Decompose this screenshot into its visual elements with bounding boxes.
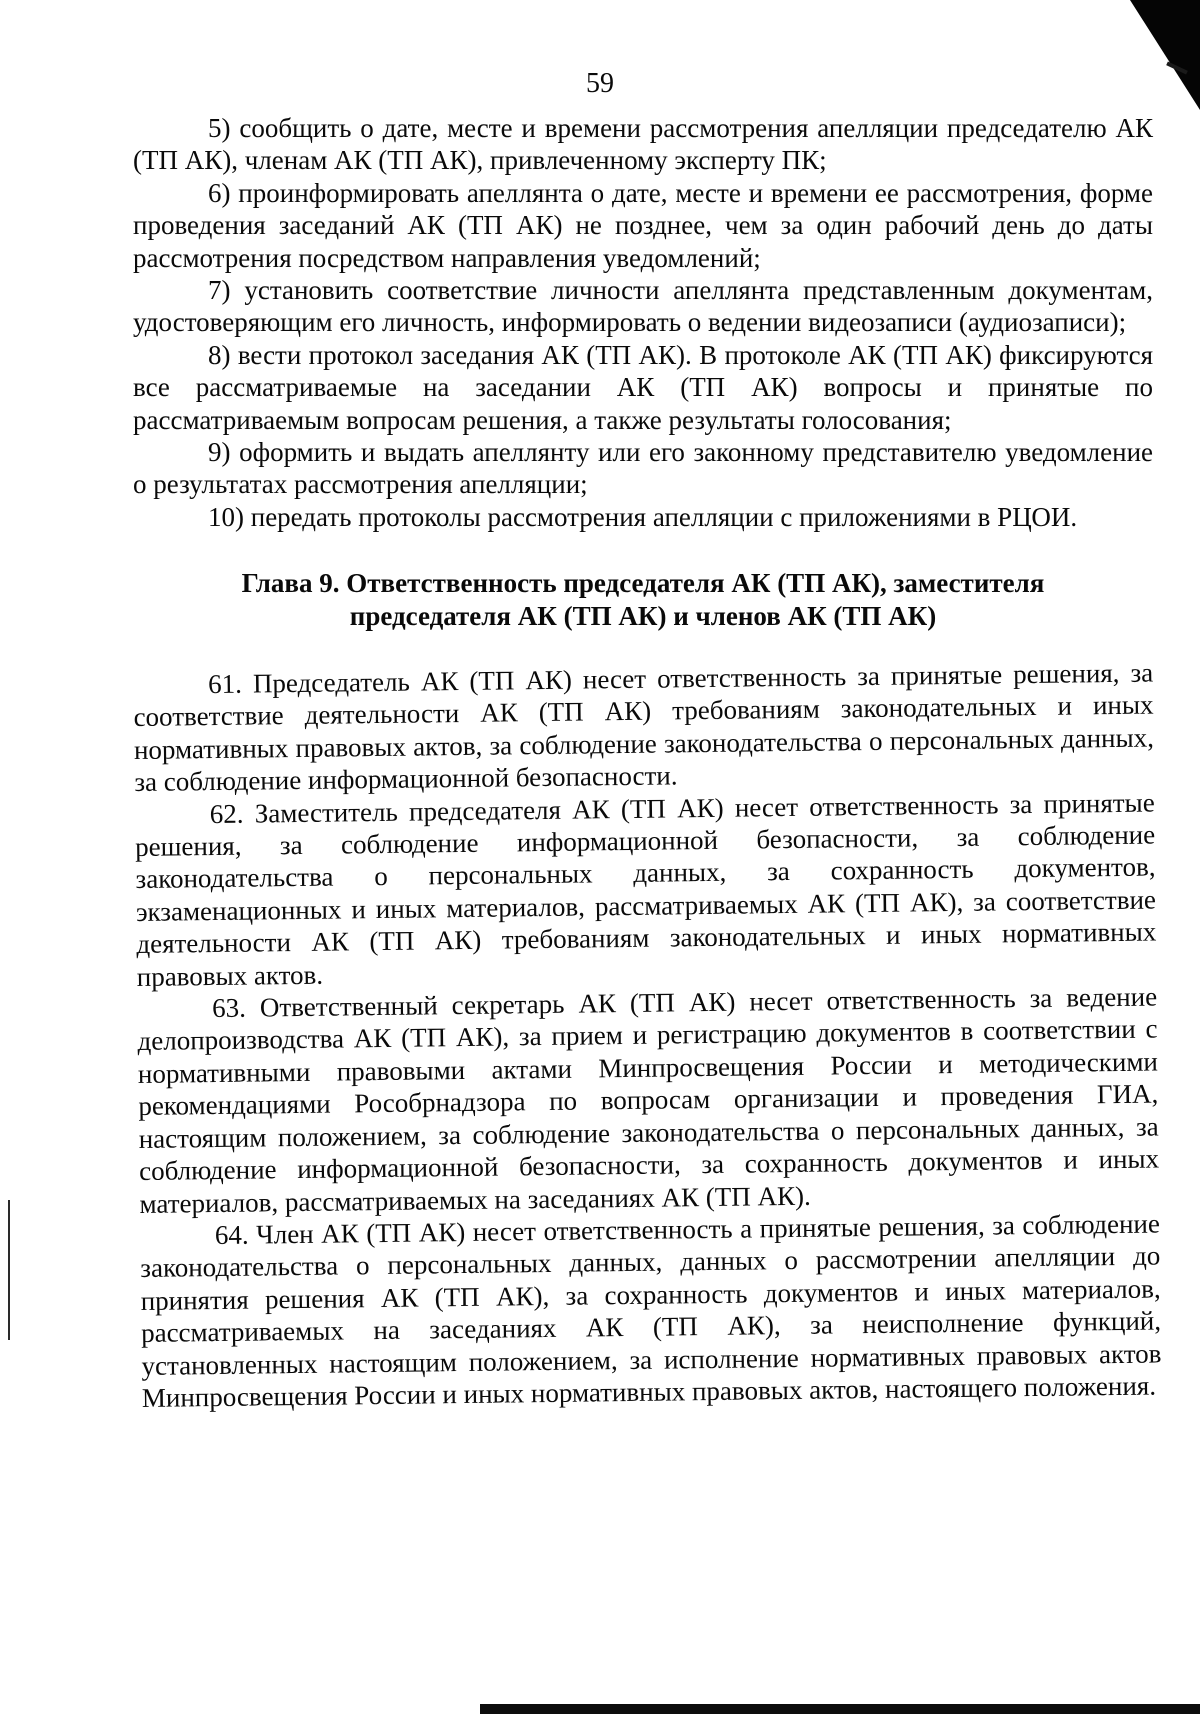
chapter-heading-line-2: председателя АК (ТП АК) и членов АК (ТП АК) [349, 601, 937, 632]
paragraph-62: 62. Заместитель председателя АК (ТП АК) несет ответственность за принятые решения, за соблюдение информационной безопасности, за соблюдение законодательства о персональных данных, за сохранность документов, экзаменационных и иных материалов, рассматриваемых АК (ТП АК), за соответствие деятельности АК (ТП АК) требованиям законодательных и иных нормативных правовых актов. [134, 787, 1157, 992]
document-body [133, 112, 1162, 1415]
scan-edge-line [8, 1200, 10, 1340]
chapter-heading [133, 567, 1153, 633]
paragraph-61: 61. Председатель АК (ТП АК) несет ответственность за принятые решения, за соответствие деятельности АК (ТП АК) требованиям законодательных и иных нормативных правовых актов, за соблюдение законодательства о персональных данных, за соблюдение информационной безопасности. [133, 657, 1155, 798]
paragraph-item-6: 6) проинформировать апеллянта о дате, месте и времени ее рассмотрения, форме проведения заседаний АК (ТП АК) не позднее, чем за один рабочий день до даты рассмотрения посредством направления уведомлений; [133, 177, 1153, 273]
paragraph-item-7: 7) установить соответствие личности апеллянта представленным документам, удостоверяющим его личность, информировать о ведении видеозаписи (аудиозаписи); [133, 275, 1153, 338]
chapter-body [133, 657, 1162, 1415]
paragraph-item-5: 5) сообщить о дате, месте и времени рассмотрения апелляции председателю АК (ТП АК), членам АК (ТП АК), привлеченному эксперту ПК; [133, 113, 1153, 176]
scan-bottom-edge [480, 1704, 1200, 1714]
paragraph-63: 63. Ответственный секретарь АК (ТП АК) несет ответственность за ведение делопроизводства АК (ТП АК), за прием и регистрацию документов в соответствии с нормативными правовыми актами Минпросвещения России и методическими рекомендациями Рособрнадзора по вопросам организации и проведения ГИА, настоящим положением, за соблюдение законодательства о персональных данных, за соблюдение информационной безопасности, за сохранность документов и иных материалов, рассматриваемых на заседаниях АК (ТП АК). [137, 981, 1160, 1219]
page-number: 59 [586, 68, 614, 99]
paragraph-item-8: 8) вести протокол заседания АК (ТП АК). В протоколе АК (ТП АК) фиксируются все рассматриваемые на заседании АК (ТП АК) вопросы и принятые по рассматриваемым вопросам решения, а также результаты голосования; [133, 339, 1153, 435]
paragraph-item-9: 9) оформить и выдать апеллянту или его законному представителю уведомление о результатах рассмотрения апелляции; [133, 437, 1153, 500]
paragraph-64: 64. Член АК (ТП АК) несет ответственность а принятые решения, за соблюдение законодательства о персональных данных, данных о рассмотрении апелляции до принятия решения АК (ТП АК), за сохранность документов и иных материалов, рассматриваемых на заседаниях АК (ТП АК), за неисполнение функций, установленных настоящим положением, за исполнение нормативных правовых актов Минпросвещения России и иных нормативных правовых актов, настоящего положения. [140, 1208, 1162, 1414]
paragraph-item-10: 10) передать протоколы рассмотрения апелляции с приложениями в РЦОИ. [208, 501, 1078, 532]
chapter-heading-line-1: Глава 9. Ответственность председателя АК (ТП АК), заместителя [241, 568, 1045, 599]
